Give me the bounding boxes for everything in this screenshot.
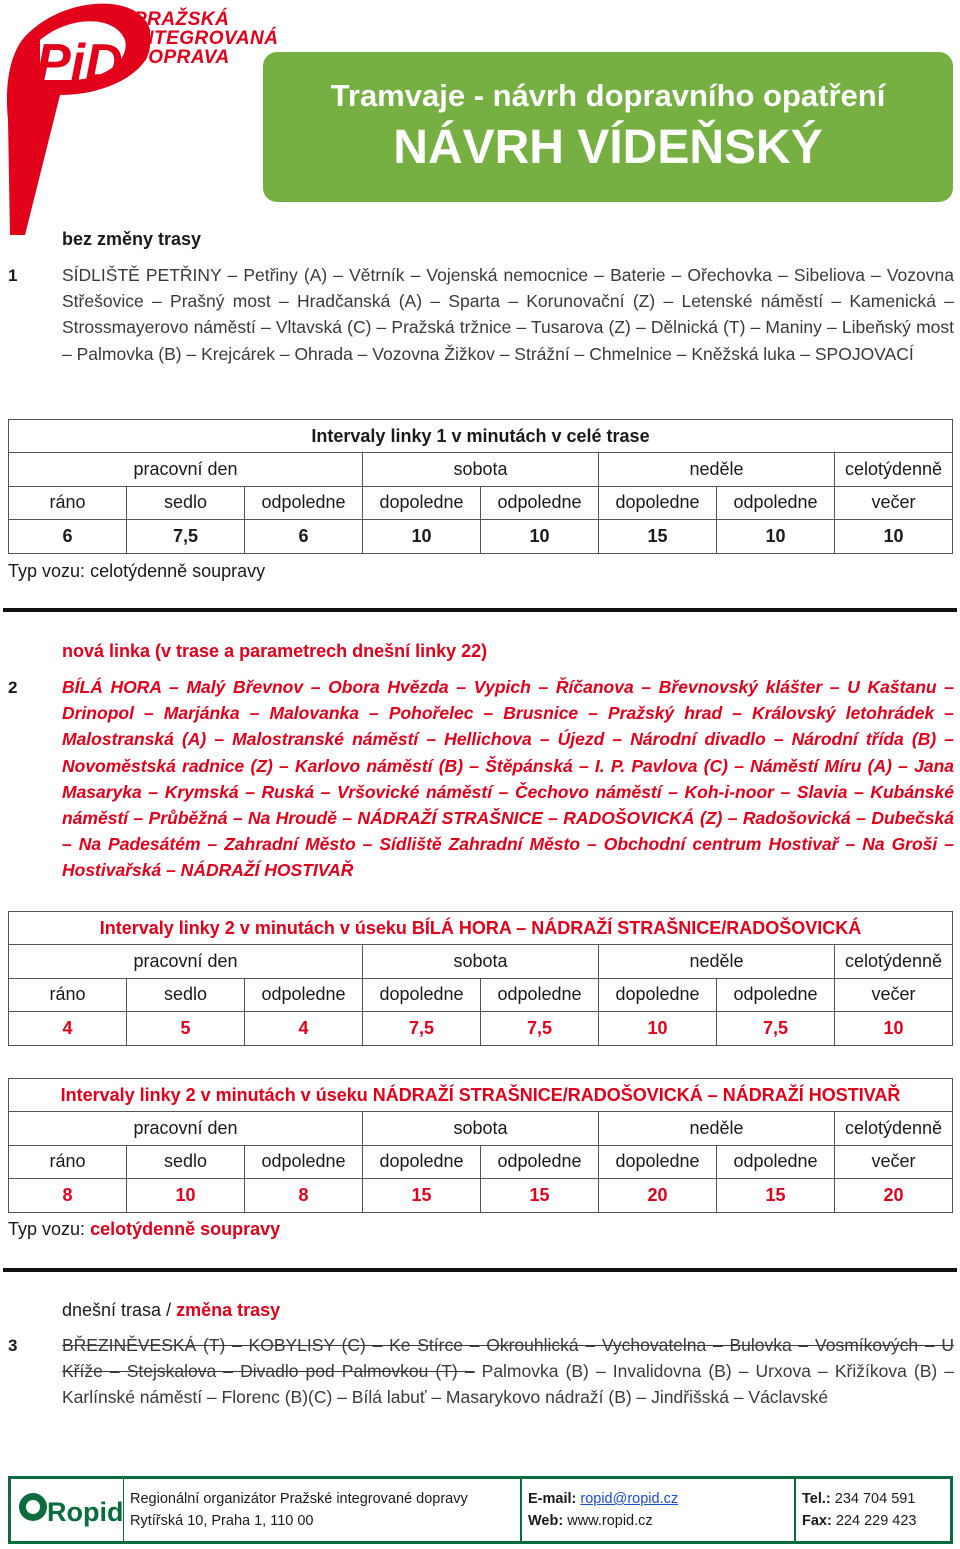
col-odpoledne: odpoledne: [245, 978, 363, 1011]
interval-cell: 10: [835, 520, 953, 553]
interval-cell: 10: [835, 1012, 953, 1045]
col-sedlo: sedlo: [127, 978, 245, 1011]
interval-cell: 10: [127, 1179, 245, 1212]
interval-cell: 7,5: [127, 520, 245, 553]
interval-cell: 8: [245, 1179, 363, 1212]
line2-section-label: nová linka (v trase a parametrech dnešní linky 22): [62, 641, 488, 661]
col-dopoledne: dopoledne: [363, 486, 481, 519]
section-divider: [3, 1268, 957, 1272]
web-link[interactable]: www.ropid.cz: [567, 1513, 653, 1529]
vehicle-label: Typ vozu:: [8, 1219, 86, 1239]
col-odpoledne: odpoledne: [717, 978, 835, 1011]
line2-vehicle-type: [8, 1219, 280, 1240]
interval-cell: 20: [835, 1179, 953, 1212]
footer-org-name: Regionální organizátor Pražské integrované dopravy: [130, 1491, 468, 1507]
interval-cell: 15: [717, 1179, 835, 1212]
vehicle-value: celotýdenně soupravy: [90, 561, 266, 581]
vehicle-value: celotýdenně soupravy: [90, 1219, 281, 1239]
fax-label: Fax:: [802, 1513, 832, 1529]
line3-label-current: dnešní trasa /: [62, 1300, 172, 1320]
col-nedele: neděle: [599, 945, 835, 978]
col-sedlo: sedlo: [127, 1145, 245, 1178]
line3-section-label: [62, 1300, 280, 1321]
line1-vehicle-type: [8, 561, 265, 582]
col-dopoledne: dopoledne: [599, 486, 717, 519]
col-nedele: neděle: [599, 1112, 835, 1145]
col-odpoledne: odpoledne: [245, 1145, 363, 1178]
col-vecer: večer: [835, 486, 953, 519]
interval-cell: 10: [599, 1012, 717, 1045]
col-sobota: sobota: [363, 1112, 599, 1145]
vehicle-label: Typ vozu:: [8, 561, 86, 581]
col-celotydenne: celotýdenně: [835, 453, 953, 486]
line1-route: SÍDLIŠTĚ PETŘINY – Petřiny (A) – Větrník – Vojenská nemocnice – Baterie – Ořechovka – Sibeliova – Vozovna Střešovice – Prašný most – Hradčanská (A) – Sparta – Korunovační (Z) – Letenské náměstí – Kamenická – Strossmayerovo náměstí – Vltavská (C) – Pražská tržnice – Tusarova (Z) – Dělnická (T) – Maniny – Libeňský most – Palmovka (B) – Krejcárek – Ohrada – Vozovna Žižkov – Strážní – Chmelnice – Kněžská luka – SPOJOVACÍ: [62, 265, 954, 364]
interval-cell: 15: [363, 1179, 481, 1212]
page-title: Tramvaje - návrh dopravního opatření: [330, 78, 886, 113]
col-pracovni-den: pracovní den: [9, 945, 363, 978]
line2-interval-table-2: [8, 1078, 953, 1213]
col-dopoledne: dopoledne: [363, 1145, 481, 1178]
ropid-logo: [11, 1479, 123, 1541]
line2-number: 2: [8, 678, 18, 697]
footer-address: Rytířská 10, Praha 1, 110 00: [130, 1513, 314, 1529]
col-sedlo: sedlo: [127, 486, 245, 519]
org-name-line2: INTEGROVANÁ: [134, 28, 279, 49]
col-celotydenne: celotýdenně: [835, 945, 953, 978]
col-pracovni-den: pracovní den: [9, 1112, 363, 1145]
email-link[interactable]: ropid@ropid.cz: [580, 1491, 679, 1507]
interval-cell: 4: [245, 1012, 363, 1045]
line3-route-kept: Palmovka (B) – Invalidovna (B) – Urxova – Křižíkova (B) – Karlínské náměstí – Florenc (B)(C) – Bílá labuť – Masarykovo nádraží (B) – Jindřišská – Václavské: [62, 1361, 954, 1408]
interval-cell: 6: [245, 520, 363, 553]
col-vecer: večer: [835, 1145, 953, 1178]
interval-cell: 15: [481, 1179, 599, 1212]
col-dopoledne: dopoledne: [363, 978, 481, 1011]
table-title: Intervaly linky 2 v minutách v úseku BÍLÁ HORA – NÁDRAŽÍ STRAŠNICE/RADOŠOVICKÁ: [9, 912, 953, 945]
col-rano: ráno: [9, 1145, 127, 1178]
col-odpoledne: odpoledne: [481, 486, 599, 519]
interval-cell: 7,5: [717, 1012, 835, 1045]
col-rano: ráno: [9, 978, 127, 1011]
line1-interval-table: [8, 419, 953, 554]
col-odpoledne: odpoledne: [481, 1145, 599, 1178]
email-label: E-mail:: [528, 1491, 577, 1507]
footer: [8, 1476, 953, 1544]
interval-cell: 10: [363, 520, 481, 553]
section-divider: [3, 608, 957, 612]
title-banner: [263, 52, 953, 202]
interval-cell: 10: [481, 520, 599, 553]
tel-value: 234 704 591: [834, 1491, 916, 1507]
line3-route: [62, 1332, 954, 1411]
interval-cell: 10: [717, 520, 835, 553]
col-dopoledne: dopoledne: [599, 978, 717, 1011]
line3-label-change: změna trasy: [176, 1300, 281, 1320]
page-subtitle: NÁVRH VÍDEŇSKÝ: [393, 121, 823, 174]
footer-phone: [796, 1479, 950, 1541]
col-odpoledne: odpoledne: [481, 978, 599, 1011]
col-sobota: sobota: [363, 945, 599, 978]
interval-cell: 4: [9, 1012, 127, 1045]
web-label: Web:: [528, 1513, 564, 1529]
interval-cell: 6: [9, 520, 127, 553]
line1-section-label: bez změny trasy: [62, 229, 202, 249]
col-sobota: sobota: [363, 453, 599, 486]
col-celotydenne: celotýdenně: [835, 1112, 953, 1145]
line1-number: 1: [8, 266, 18, 285]
interval-cell: 15: [599, 520, 717, 553]
tel-label: Tel.:: [802, 1491, 831, 1507]
interval-cell: 7,5: [363, 1012, 481, 1045]
org-name-line3: DOPRAVA: [134, 47, 230, 68]
col-odpoledne: odpoledne: [717, 486, 835, 519]
footer-org: [124, 1479, 520, 1541]
org-name: [134, 10, 278, 67]
line3-number: 3: [8, 1336, 18, 1355]
ropid-logo-text: Ropid: [47, 1497, 124, 1527]
table-title: Intervaly linky 1 v minutách v celé trase: [9, 420, 953, 453]
line3-route-removed: BŘEZINĚVESKÁ (T) – KOBYLISY (C) – Ke Stírce – Okrouhlická – Vychovatelna – Bulovka – Vosmíkových – U Kříže – Stejskalova – Divadlo pod Palmovkou (T) –: [62, 1335, 954, 1382]
col-vecer: večer: [835, 978, 953, 1011]
col-odpoledne: odpoledne: [245, 486, 363, 519]
interval-cell: 5: [127, 1012, 245, 1045]
col-pracovni-den: pracovní den: [9, 453, 363, 486]
interval-cell: 8: [9, 1179, 127, 1212]
svg-text:PiD: PiD: [36, 34, 123, 92]
line2-interval-table-1: [8, 911, 953, 1046]
col-odpoledne: odpoledne: [717, 1145, 835, 1178]
col-dopoledne: dopoledne: [599, 1145, 717, 1178]
fax-value: 224 229 423: [835, 1513, 917, 1529]
interval-cell: 20: [599, 1179, 717, 1212]
org-name-line1: PRAŽSKÁ: [134, 9, 230, 30]
interval-cell: 7,5: [481, 1012, 599, 1045]
line2-route: BÍLÁ HORA – Malý Břevnov – Obora Hvězda – Vypich – Říčanova – Břevnovský klášter – U Kaštanu – Drinopol – Marjánka – Malovanka – Pohořelec – Brusnice – Pražský hrad – Královský letohrádek – Malostranská (A) – Malostranské náměstí – Hellichova – Újezd – Národní divadlo – Národní třída (B) – Novoměstská radnice (Z) – Karlovo náměstí (B) – Štěpánská – I. P. Pavlova (C) – Náměstí Míru (A) – Jana Masaryka – Krymská – Ruská – Vršovické náměstí – Čechovo náměstí – Koh-i-noor – Slavia – Kubánské náměstí – Průběžná – Na Hroudě – NÁDRAŽÍ STRAŠNICE – RADOŠOVICKÁ (Z) – Radošovická – Dubečská – Na Padesátém – Zahradní Město – Sídliště Zahradní Město – Obchodní centrum Hostivař – Na Groši – Hostivařská – NÁDRAŽÍ HOSTIVAŘ: [62, 677, 954, 881]
col-rano: ráno: [9, 486, 127, 519]
col-nedele: neděle: [599, 453, 835, 486]
table-title: Intervaly linky 2 v minutách v úseku NÁDRAŽÍ STRAŠNICE/RADOŠOVICKÁ – NÁDRAŽÍ HOSTIVAŘ: [9, 1079, 953, 1112]
footer-contact: [522, 1479, 794, 1541]
